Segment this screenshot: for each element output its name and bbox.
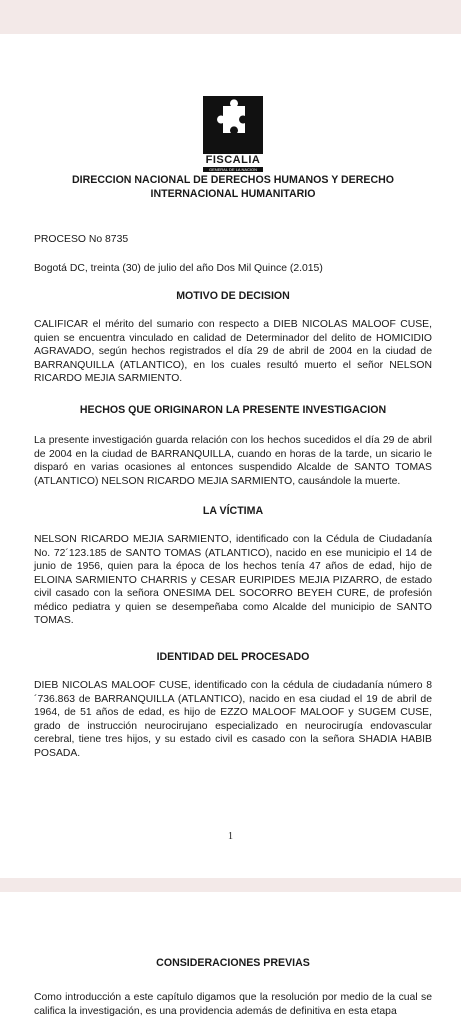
section-body-victima: NELSON RICARDO MEJIA SARMIENTO, identificado con la Cédula de Ciudadanía No. 72´123.185 de SANTO TOMAS (ATLANTICO), nacido en ese municipio el 14 de junio de 1956, quien para la época de los hechos tenía 47 años de edad, hijo de ELOINA SARMIENTO CHARRIS y CESAR EURIPIDES MEJIA PIZARRO, de estado civil casado con la señora ONESIMA DEL SOCORRO BEYEH CURE, de profesión médico pediatra y quien se desempeñaba como Alcalde del municipio de SANTO TOMAS. xyxy=(34,534,432,626)
section-title-motivo: MOTIVO DE DECISION xyxy=(176,290,290,302)
section-title-consideraciones: CONSIDERACIONES PREVIAS xyxy=(156,957,310,969)
page-number: 1 xyxy=(228,831,233,842)
fiscalia-logo xyxy=(200,96,266,172)
section-body-procesado: DIEB NICOLAS MALOOF CUSE, identificado con la cédula de ciudadanía número 8´736.863 de BARRANQUILLA (ATLANTICO), nacido en esa ciudad el 19 de abril de 1964, de 51 años de edad, es hijo de EZZO MALOOF MALOOF y SUGEM CUSE, grado de instrucción neurocirujano especializado en neurocirugía endovascular cerebral, tiene tres hijos, y su estado civil es casado con la señora SHADIA HABIB POSADA. xyxy=(34,680,432,759)
department-line-1: DIRECCION NACIONAL DE DERECHOS HUMANOS Y DERECHO xyxy=(72,174,394,186)
department-line-2: INTERNACIONAL HUMANITARIO xyxy=(150,187,316,200)
section-body-motivo: CALIFICAR el mérito del sumario con respecto a DIEB NICOLAS MALOOF CUSE, quien se encuentra vinculado en calidad de Determinador del delito de HOMICIDIO AGRAVADO, según hechos registrados el día 29 de abril de 2004 en la ciudad de BARRANQUILLA (ATLANTICO), en los cuales resultó muerto el señor NELSON RICARDO MEJIA SARMIENTO. xyxy=(34,319,432,384)
section-title-victima: LA VÍCTIMA xyxy=(202,505,264,517)
department-title xyxy=(34,174,432,201)
document-page-1 xyxy=(0,34,461,878)
puzzle-piece-icon xyxy=(203,96,263,154)
document-date: Bogotá DC, treinta (30) de julio del año Dos Mil Quince (2.015) xyxy=(34,263,323,274)
section-title-procesado: IDENTIDAD DEL PROCESADO xyxy=(156,651,310,663)
logo-wordmark: FISCALIA xyxy=(205,154,261,166)
section-title-hechos: HECHOS QUE ORIGINARON LA PRESENTE INVESTIGACION xyxy=(79,404,387,416)
proceso-number: PROCESO No 8735 xyxy=(34,234,129,245)
section-body-consideraciones: Como introducción a este capítulo digamos que la resolución por medio de la cual se califica la investigación, es una providencia además de definitiva en esta etapa xyxy=(34,992,432,1017)
document-page-2 xyxy=(0,892,461,1032)
section-body-hechos: La presente investigación guarda relación con los hechos sucedidos el día 29 de abril de 2004 en la ciudad de BARRANQUILLA, cuando en horas de la tarde, un sicario le disparó en varias ocasiones al entonces suspendido Alcalde de SANTO TOMAS (ATLANTICO) NELSON RICARDO MEJIA SARMIENTO, causándole la muerte. xyxy=(34,435,432,487)
logo-subtitle: GENERAL DE LA NACION xyxy=(203,167,263,172)
